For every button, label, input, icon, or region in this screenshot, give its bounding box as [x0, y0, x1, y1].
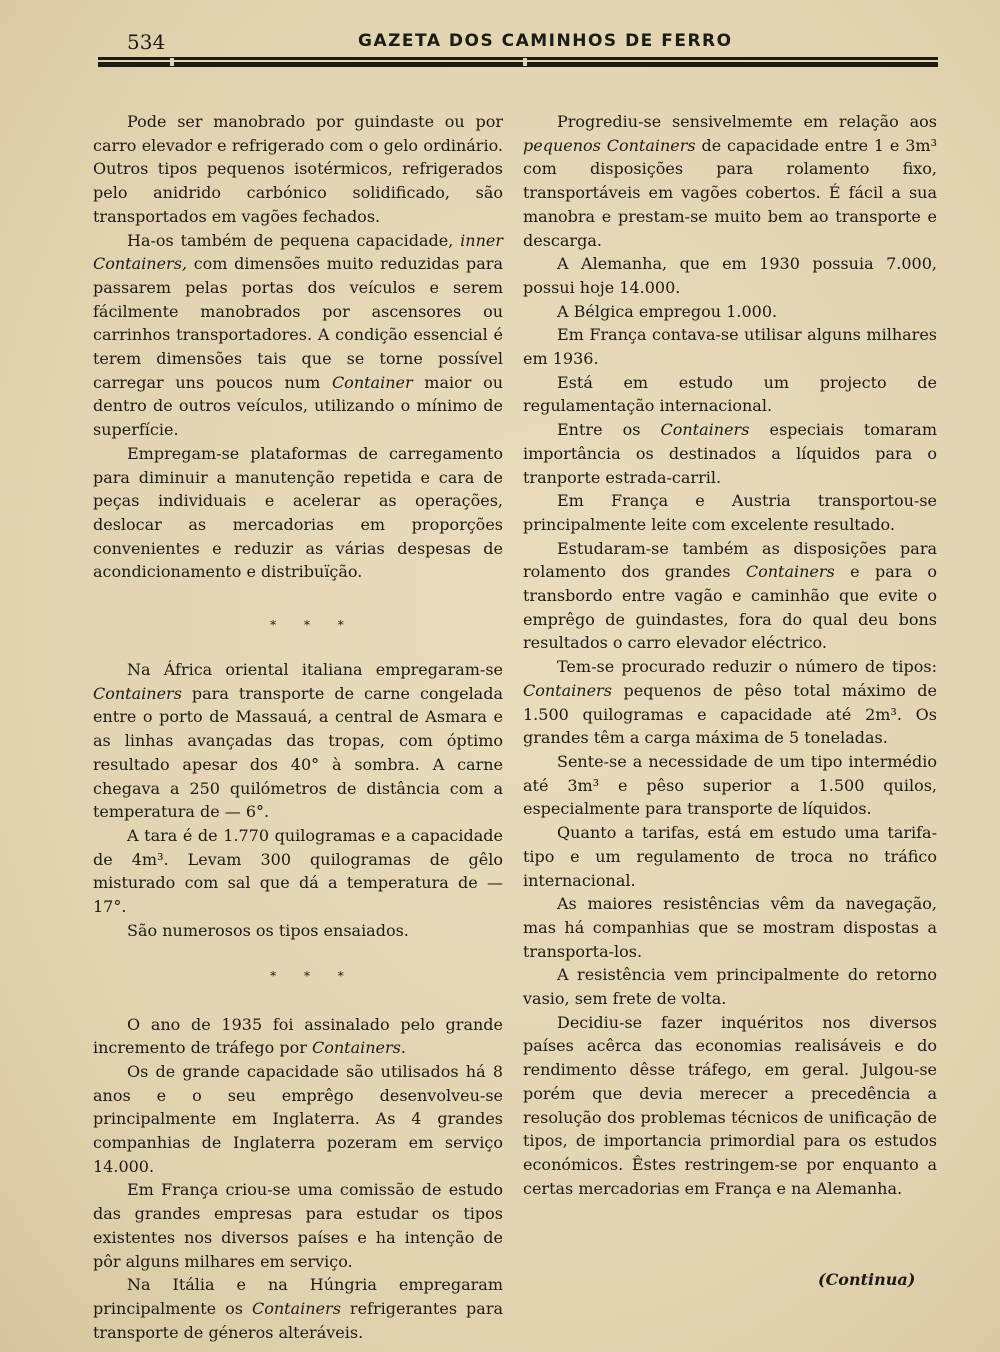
paragraph: A Bélgica empregou 1.000.	[557, 301, 778, 321]
paragraph: Estudaram-se também as disposições para rolamento dos grandes Containers e para o transbordo entre vagão e caminhão que evite o emprêgo de guindastes, fora do qual deu bons resultados o carro elevador eléctrico.	[523, 538, 937, 653]
continued-note: (Continua)	[818, 1270, 916, 1289]
paragraph: Empregam-se plataformas de carregamento para diminuir a manutenção repetida e cara de peças individuais e acelerar as operações, deslocar as mercadorias em proporções convenientes e reduzir as várias despesas de acondicionamento e distribuïção.	[93, 443, 503, 582]
paragraph: Quanto a tarifas, está em estudo uma tarifa-tipo e um regulamento de troca no tráfico internacional.	[523, 823, 937, 890]
paragraph: A tara é de 1.770 quilogramas e a capacidade de 4m³. Levam 300 quilogramas de gêlo misturado com sal que dá a temperatura de — 17°.	[93, 825, 503, 917]
section-separator: * * *	[270, 618, 356, 633]
paragraph: O ano de 1935 foi assinalado pelo grande incremento de tráfego por Containers.	[93, 1014, 503, 1058]
paragraph: As maiores resistências vêm da navegação, mas há companhias que se mostram dispostas a transporta-los.	[523, 894, 937, 961]
paragraph: A Alemanha, que em 1930 possuia 7.000, possui hoje 14.000.	[523, 254, 937, 297]
paragraph: Em França contava-se utilisar alguns milhares em 1936.	[523, 325, 937, 369]
paragraph: Em França e Austria transportou-se principalmente leite com excelente resultado.	[523, 491, 937, 534]
paragraph: Decidiu-se fazer inquéritos nos diversos países acêrca das economias realisáveis e do rendimento dêsse tráfego, em geral. Julgou-se porém que devia merecer a precedência a resolução dos problemas técnicos de unificação de tipos, de importancia primordial para os estudos económicos. Êstes restringem-se por enquanto a certas mercadorias em França e na Alemanha.	[523, 1012, 937, 1198]
paragraph: A resistência vem principalmente do retorno vasio, sem frete de volta.	[523, 965, 937, 1009]
right-column	[523, 110, 937, 1200]
page-number: 534	[127, 30, 166, 54]
paragraph: São numerosos os tipos ensaiados.	[127, 920, 409, 940]
paragraph: Na África oriental italiana empregaram-se Containers para transporte de carne congelada entre o porto de Massauá, a central de Asmara e as linhas avançadas das tropas, com óptimo resultado apesar dos 40° à sombra. A carne chegava a 250 quilómetros de distância com a temperatura de — 6°.	[93, 660, 503, 822]
header-rule-gap	[170, 58, 174, 66]
header-rule-gap	[523, 58, 527, 66]
paragraph: Está em estudo um projecto de regulamentação internacional.	[523, 372, 937, 416]
paragraph: Entre os Containers especiais tomaram importância os destinados a líquidos para o tranporte estrada-carril.	[523, 420, 937, 487]
running-head-title: GAZETA DOS CAMINHOS DE FERRO	[358, 31, 733, 51]
paragraph: Os de grande capacidade são utilisados há 8 anos e o seu emprêgo desenvolveu-se principalmente em Inglaterra. As 4 grandes companhias de Inglaterra pozeram em serviço 14.000.	[93, 1061, 503, 1176]
paragraph: Progrediu-se sensivelmemte em relação aos pequenos Containers de capacidade entre 1 e 3m³ com disposições para rolamento fixo, transportáveis em vagões cobertos. É fácil a sua manobra e prestam-se muito bem ao transporte e descarga.	[523, 112, 938, 250]
paragraph: Em França criou-se uma comissão de estudo das grandes empresas para estudar os tipos existentes nos diversos países e ha intenção de pôr alguns milhares em serviço.	[93, 1180, 503, 1271]
paragraph: Tem-se procurado reduzir o número de tipos: Containers pequenos de pêso total máximo de 1.500 quilogramas e capacidade até 2m³. Os grandes têm a carga máxima de 5 toneladas.	[523, 657, 937, 748]
paragraph: Sente-se a necessidade de um tipo intermédio até 3m³ e pêso superior a 1.500 quilos, especialmente para transporte de líquidos.	[523, 751, 937, 819]
paragraph: Na Itália e na Húngria empregaram principalmente os Containers refrigerantes para transporte de géneros alteráveis.	[93, 1275, 504, 1342]
left-column	[93, 110, 503, 1344]
section-separator: * * *	[270, 968, 356, 983]
header-rule	[98, 57, 938, 67]
paragraph: Ha-os também de pequena capacidade, inner Containers, com dimensões muito reduzidas para passarem pelas portas dos veículos e serem fácilmente manobrados por ascensores ou carrinhos transportadores. A condição essencial é terem dimensões tais que se torne possível carregar uns poucos num Container maior ou dentro de outros veículos, utilizando o mínimo de superfície.	[93, 230, 504, 440]
paragraph: Pode ser manobrado por guindaste ou por carro elevador e refrigerado com o gelo ordinário. Outros tipos pequenos isotérmicos, refrigerados pelo anidrido carbónico solidificado, são transportados em vagões fechados.	[93, 112, 503, 226]
